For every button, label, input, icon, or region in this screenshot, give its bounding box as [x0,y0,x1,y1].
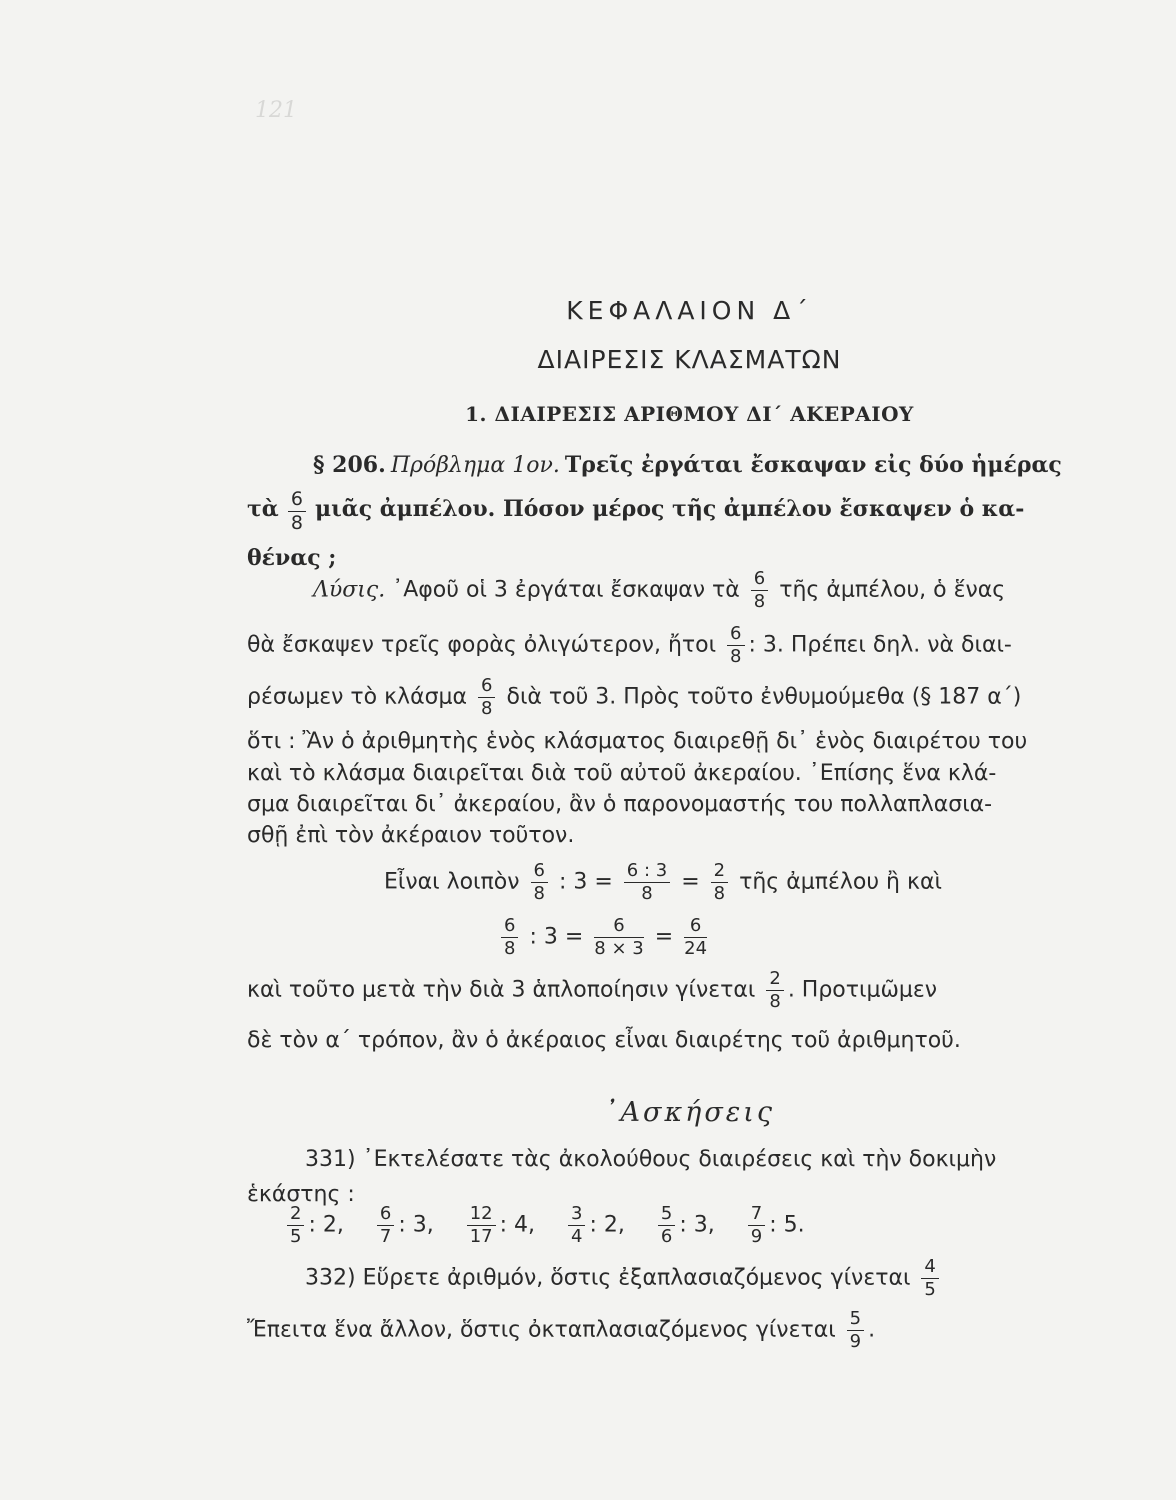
fraction: $\frac{6}{24}$ [684,915,708,959]
exercise-332-line-1: 332) Εὕρετε ἀριθμόν, ὅστις ἐξαπλασιαζόμενος γίνεται $\frac{4}{5}$ [305,1258,943,1299]
fraction: $\frac{4}{5}$ [921,1258,938,1299]
problem-label: Πρόβλημα 1ον. [390,453,560,478]
exercises-heading: ᾿Ασκήσεις [604,1097,775,1128]
problem-line-1 [313,452,1062,478]
problem-text: Τρεῖς ἐργάται ἔσκαψαν εἰς δύο ἡμέρας [564,452,1062,478]
solution-line-6: σμα διαιρεῖται δι᾿ ἀκεραίου, ἂν ὁ παρονομαστής του πολλαπλασια- [247,792,993,817]
equation-2: $\frac{6}{8}$ : 3 = $\frac{6}{8 \times 3}$ = $\frac{6}{24}$ [497,917,711,958]
solution-line-4: ὅτι : Ἂν ὁ ἀριθμητὴς ἑνὸς κλάσματος διαιρεθῇ δι᾿ ἑνὸς διαιρέτου του [247,729,1028,754]
exercise-item: $\frac{3}{4}$ : 2, [564,1205,625,1246]
problem-line-3: θένας ; [247,545,337,571]
chapter-subtitle: ΔΙΑΙΡΕΣΙΣ ΚΛΑΣΜΑΤΩΝ [537,345,842,374]
exercise-item: $\frac{12}{17}$ : 4, [463,1205,535,1246]
solution-line-2: θὰ ἔσκαψεν τρεῖς φορὰς ὀλιγώτερον, ἤτοι $\frac{6}{8}$ : 3. Πρέπει δηλ. νὰ διαι- [247,623,1012,667]
fraction: $\frac{2}{8}$ [711,862,728,903]
solution-line-5: καὶ τὸ κλάσμα διαιρεῖται διὰ τοῦ αὐτοῦ ἀκεραίου. ᾿Επίσης ἕνα κλά- [247,761,997,786]
chapter-title: ΚΕΦΑΛΑΙΟΝ Δ΄ [566,296,813,325]
exercise-332-line-2: Ἔπειτα ἕνα ἄλλον, ὅστις ὀκταπλασιαζόμενος γίνεται $\frac{5}{9}$ . [247,1308,876,1352]
exercise-item: $\frac{5}{6}$ : 3, [654,1205,715,1246]
exercise-item: $\frac{7}{9}$ : 5. [744,1205,805,1246]
solution-line-9: δὲ τὸν α΄ τρόπον, ἂν ὁ ἀκέραιος εἶναι διαιρέτης τοῦ ἀριθμητοῦ. [247,1028,961,1053]
solution-line-8: καὶ τοῦτο μετὰ τὴν διὰ 3 ἁπλοποίησιν γίνεται $\frac{2}{8}$ . Προτιμῶμεν [247,968,938,1012]
exercise-item: $\frac{6}{7}$ : 3, [373,1205,434,1246]
fraction: $\frac{6}{8}$ [478,677,495,718]
fraction: $\frac{6}{8}$ [751,570,768,611]
fraction: $\frac{6}{8}$ [501,917,518,958]
exercise-331-items [283,1205,827,1246]
solution-line-3: ρέσωμεν τὸ κλάσμα $\frac{6}{8}$ διὰ τοῦ 3. Πρὸς τοῦτο ἐνθυμούμεθα (§ 187 α΄) [247,675,1022,719]
fraction: $\frac{6}{8}$ [727,625,744,666]
problem-line-2: τὰ $\frac{6}{8}$ μιᾶς ἀμπέλου. Πόσον μέρος τῆς ἀμπέλου ἔσκαψεν ὁ κα- [247,488,1025,534]
fraction: $\frac{2}{8}$ [766,970,783,1011]
fraction: $\frac{6}{8}$ [531,862,548,903]
equation-1: Εἶναι λοιπὸν $\frac{6}{8}$ : 3 = $\frac{6 : 3}{8}$ = $\frac{2}{8}$ τῆς ἀμπέλου ἢ καὶ [384,860,942,904]
paragraph-number: § 206. [313,452,386,478]
fraction: $\frac{6}{8}$ [288,490,306,533]
exercise-331-line-2: ἑκάστης : [247,1182,355,1207]
fraction: $\frac{6}{8 \times 3}$ [594,915,644,959]
section-heading: 1. ΔΙΑΙΡΕΣΙΣ ΑΡΙΘΜΟΥ ΔΙ΄ ΑΚΕΡΑΙΟΥ [465,402,914,426]
exercise-item: $\frac{2}{5}$ : 2, [283,1205,344,1246]
solution-line-1: Λύσις. ᾿Αφοῦ οἱ 3 ἐργάται ἔσκαψαν τὰ $\frac{6}{8}$ τῆς ἀμπέλου, ὁ ἕνας [313,568,1006,612]
exercise-331-line-1: 331) ᾿Εκτελέσατε τὰς ἀκολούθους διαιρέσεις καὶ τὴν δοκιμὴν [305,1147,997,1172]
solution-line-7: σθῇ ἐπὶ τὸν ἀκέραιον τοῦτον. [247,823,575,848]
book-page [247,0,1132,1500]
solution-label: Λύσις. [313,577,386,603]
fraction: $\frac{6 : 3}{8}$ [624,862,670,903]
fraction: $\frac{5}{9}$ [847,1310,864,1351]
